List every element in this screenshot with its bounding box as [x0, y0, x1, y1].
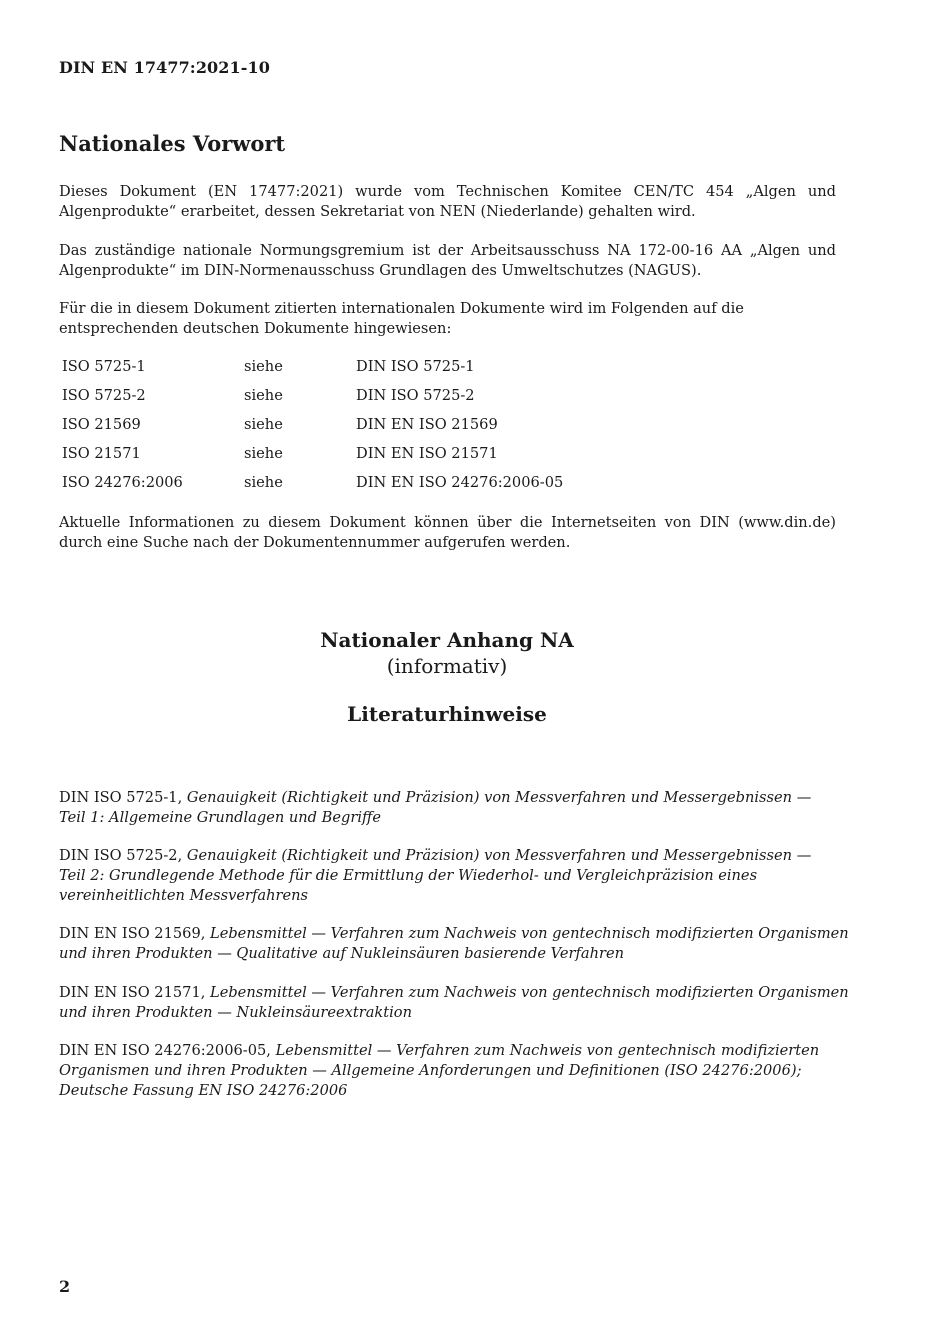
page-number: 2 [59, 1277, 71, 1296]
foreword-title: Nationales Vorwort [59, 131, 286, 156]
see-label: siehe [244, 358, 283, 375]
intl-standard: ISO 5725-2 [62, 387, 146, 404]
bib-title-line-2: Teil 2: Grundlegende Methode für die Ermittlung der Wiederhol- und Vergleichpräzision eines vereinheitlichten Messverfahrens [59, 867, 758, 904]
bibliography-entry [59, 1041, 849, 1101]
bibliography-entry [59, 788, 849, 828]
bib-title: Lebensmittel — Verfahren zum Nachweis von gentechnisch modifizierten Organismen und ihren Produkten — Nukleinsäureextraktion [59, 984, 849, 1021]
intl-standard: ISO 5725-1 [62, 358, 146, 375]
bibliography-entry [59, 846, 849, 906]
annex-header [0, 626, 894, 728]
din-standard: DIN EN ISO 21571 [356, 445, 498, 462]
see-label: siehe [244, 387, 283, 404]
bib-title: Genauigkeit (Richtigkeit und Präzision) von Messverfahren und Messergebnissen — [186, 789, 812, 806]
annex-heading: Nationaler Anhang NA [320, 628, 574, 652]
bib-title: Genauigkeit (Richtigkeit und Präzision) von Messverfahren und Messergebnissen — [186, 847, 812, 864]
foreword-paragraph-2: Das zuständige nationale Normungsgremium ist der Arbeitsausschuss NA 172-00-16 AA „Algen und Algenprodukte“ im DIN-Normenausschuss Grundlagen des Umweltschutzes (NAGUS). [59, 242, 836, 279]
foreword-paragraph-1: Dieses Dokument (EN 17477:2021) wurde vom Technischen Komitee CEN/TC 454 „Algen und Algenprodukte“ erarbeitet, dessen Sekretariat von NEN (Niederlande) gehalten wird. [59, 183, 836, 220]
din-standard: DIN EN ISO 24276:2006-05 [356, 474, 564, 491]
bib-reference: DIN ISO 5725-1, [59, 789, 187, 806]
foreword-paragraph-3: Für die in diesem Dokument zitierten internationalen Dokumente wird im Folgenden auf die entsprechenden deutschen Dokumente hingewiesen: [59, 300, 744, 337]
bibliography-entry [59, 924, 849, 964]
see-label: siehe [244, 445, 283, 462]
intl-standard: ISO 21571 [62, 445, 141, 462]
annex-subheading: (informativ) [386, 654, 508, 678]
see-label: siehe [244, 416, 283, 433]
din-standard: DIN ISO 5725-1 [356, 358, 475, 375]
intl-standard: ISO 21569 [62, 416, 141, 433]
bib-title: Lebensmittel — Verfahren zum Nachweis von gentechnisch modifizierten Organismen und ihren Produkten — Allgemeine Anforderungen und Definitionen (ISO 24276:2006); Deutsche Fassung EN ISO 24276:2006 [59, 1042, 820, 1099]
bib-reference: DIN EN ISO 21571, [59, 984, 211, 1001]
din-standard: DIN ISO 5725-2 [356, 387, 475, 404]
bib-reference: DIN EN ISO 24276:2006-05, [59, 1042, 276, 1059]
din-standard: DIN EN ISO 21569 [356, 416, 498, 433]
bib-reference: DIN EN ISO 21569, [59, 925, 211, 942]
bibliography-title: Literaturhinweise [347, 702, 547, 726]
bib-reference: DIN ISO 5725-2, [59, 847, 187, 864]
see-label: siehe [244, 474, 283, 491]
bib-title-line-2: Teil 1: Allgemeine Grundlagen und Begriffe [59, 809, 381, 826]
bibliography-entry [59, 983, 849, 1023]
intl-standard: ISO 24276:2006 [62, 474, 183, 491]
foreword-paragraph-4: Aktuelle Informationen zu diesem Dokument können über die Internetseiten von DIN (www.din.de) durch eine Suche nach der Dokumentennummer aufgerufen werden. [59, 514, 836, 551]
document-id: DIN EN 17477:2021-10 [59, 58, 270, 77]
bib-title: Lebensmittel — Verfahren zum Nachweis von gentechnisch modifizierten Organismen und ihren Produkten — Qualitative auf Nukleinsäuren basierende Verfahren [59, 925, 849, 962]
